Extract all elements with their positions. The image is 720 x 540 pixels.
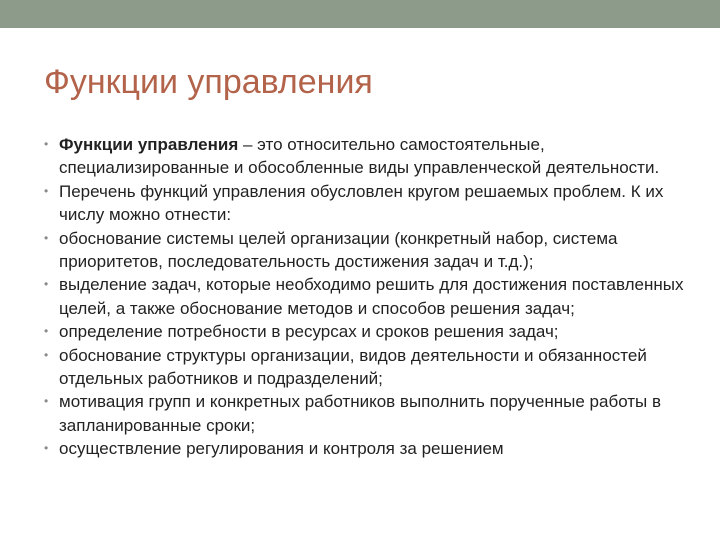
bullet-text: выделение задач, которые необходимо решить для достижения поставленных целей, а также обоснование методов и способов решения задач; <box>59 275 684 318</box>
bullet-item <box>44 344 684 391</box>
bullet-text: определение потребности в ресурсах и сроков решения задач; <box>59 322 559 342</box>
slide-title: Функции управления <box>44 63 373 101</box>
bullet-text: – это относительно самостоятельные, специализированные и обособленные виды управленческой деятельности. <box>59 135 660 178</box>
header-bar <box>0 0 720 28</box>
bullet-item <box>44 133 684 180</box>
bullet-point-icon: • <box>44 394 49 409</box>
bullet-term: Функции управления <box>59 135 239 154</box>
bullet-point-icon: • <box>44 277 49 292</box>
bullet-point-icon: • <box>44 347 49 362</box>
bullet-item <box>44 273 684 320</box>
bullet-point-icon: • <box>44 230 49 245</box>
bullet-item <box>44 390 684 437</box>
bullet-text: осуществление регулирования и контроля за решением <box>59 439 504 459</box>
bullet-point-icon: • <box>44 324 49 339</box>
bullet-point-icon: • <box>44 441 49 456</box>
bullet-point-icon: • <box>44 137 49 151</box>
bullet-item <box>44 320 684 343</box>
bullet-text: мотивация групп и конкретных работников выполнить порученные работы в запланированные сроки; <box>59 392 662 435</box>
bullet-item <box>44 227 684 274</box>
bullet-item <box>44 180 684 227</box>
bullet-text: Перечень функций управления обусловлен кругом решаемых проблем. К их числу можно отнести: <box>59 181 664 225</box>
bullet-point-icon: • <box>44 183 49 198</box>
bullet-text: обоснование структуры организации, видов деятельности и обязанностей отдельных работников и подразделений; <box>59 345 647 389</box>
bullet-item <box>44 437 684 460</box>
bullet-text: обоснование системы целей организации (конкретный набор, система приоритетов, последовательность достижения задач и т.д.); <box>59 228 618 272</box>
bullet-list <box>44 133 684 461</box>
